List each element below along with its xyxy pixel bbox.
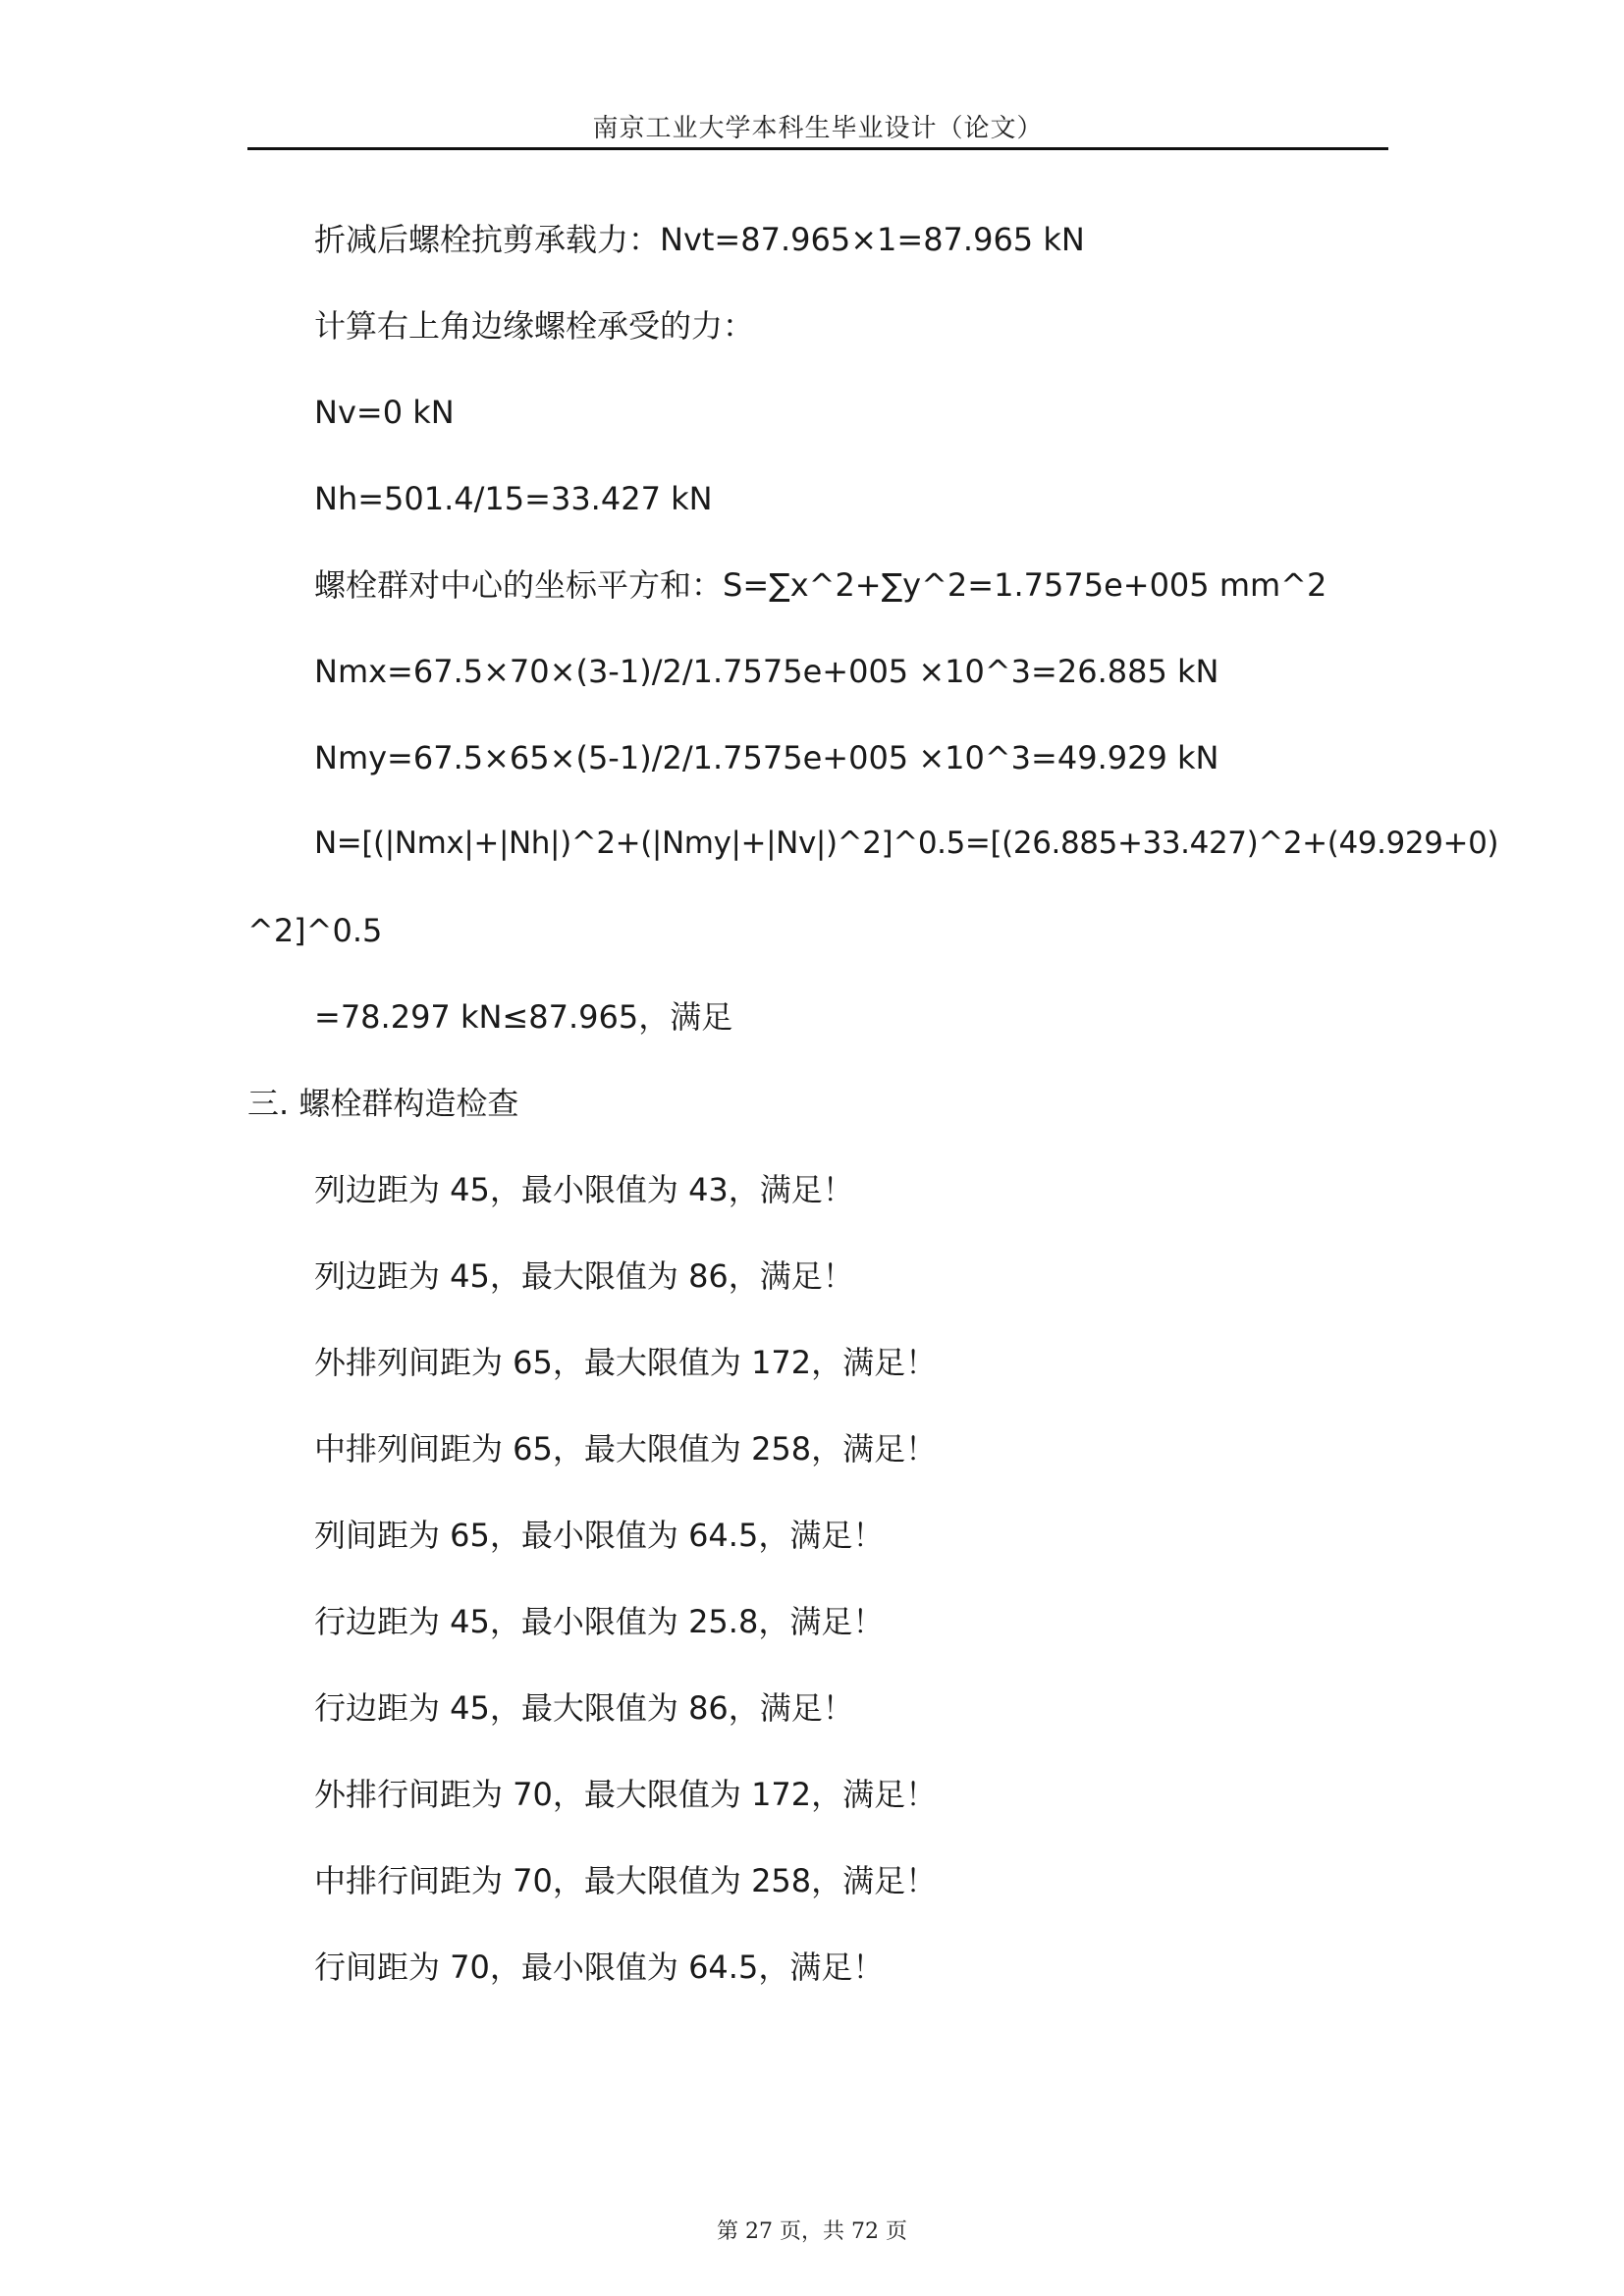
- text-line: 计算右上角边缘螺栓承受的力：: [314, 307, 755, 345]
- text-line: =78.297 kN≤87.965，满足: [314, 998, 733, 1036]
- text-line: 外排行间距为 70，最大限值为 172，满足！: [314, 1776, 938, 1813]
- text-line: 列边距为 45，最大限值为 86，满足！: [314, 1257, 854, 1295]
- text-line: 螺栓群对中心的坐标平方和：S=∑x^2+∑y^2=1.7575e+005 mm^2: [314, 566, 1327, 604]
- text-line: ^2]^0.5: [247, 912, 383, 949]
- text-line: Nh=501.4/15=33.427 kN: [314, 480, 713, 517]
- text-line: 折减后螺栓抗剪承载力：Nvt=87.965×1=87.965 kN: [314, 221, 1085, 258]
- text-line: Nmx=67.5×70×(3-1)/2/1.7575e+005 ×10^3=26.885 kN: [314, 653, 1219, 690]
- text-line: 中排行间距为 70，最大限值为 258，满足！: [314, 1862, 938, 1899]
- page-header-title: 南京工业大学本科生毕业设计（论文）: [592, 114, 1044, 143]
- text-line: 行边距为 45，最大限值为 86，满足！: [314, 1689, 854, 1727]
- text-line: N=[(|Nmx|+|Nh|)^2+(|Nmy|+|Nv|)^2]^0.5=[(26.885+33.427)^2+(49.929+0): [314, 826, 1499, 861]
- text-line: Nv=0 kN: [314, 394, 455, 431]
- section-heading: 三. 螺栓群构造检查: [247, 1085, 519, 1122]
- text-line: 列间距为 65，最小限值为 64.5，满足！: [314, 1517, 885, 1554]
- page-number: 第 27 页，共 72 页: [717, 2219, 907, 2244]
- text-line: 列边距为 45，最小限值为 43，满足！: [314, 1171, 854, 1208]
- text-line: 外排列间距为 65，最大限值为 172，满足！: [314, 1344, 938, 1381]
- header-rule: [247, 147, 1388, 150]
- text-line: 中排列间距为 65，最大限值为 258，满足！: [314, 1430, 938, 1468]
- text-line: Nmy=67.5×65×(5-1)/2/1.7575e+005 ×10^3=49.929 kN: [314, 739, 1219, 776]
- text-line: 行间距为 70，最小限值为 64.5，满足！: [314, 1949, 885, 1986]
- text-line: 行边距为 45，最小限值为 25.8，满足！: [314, 1603, 885, 1640]
